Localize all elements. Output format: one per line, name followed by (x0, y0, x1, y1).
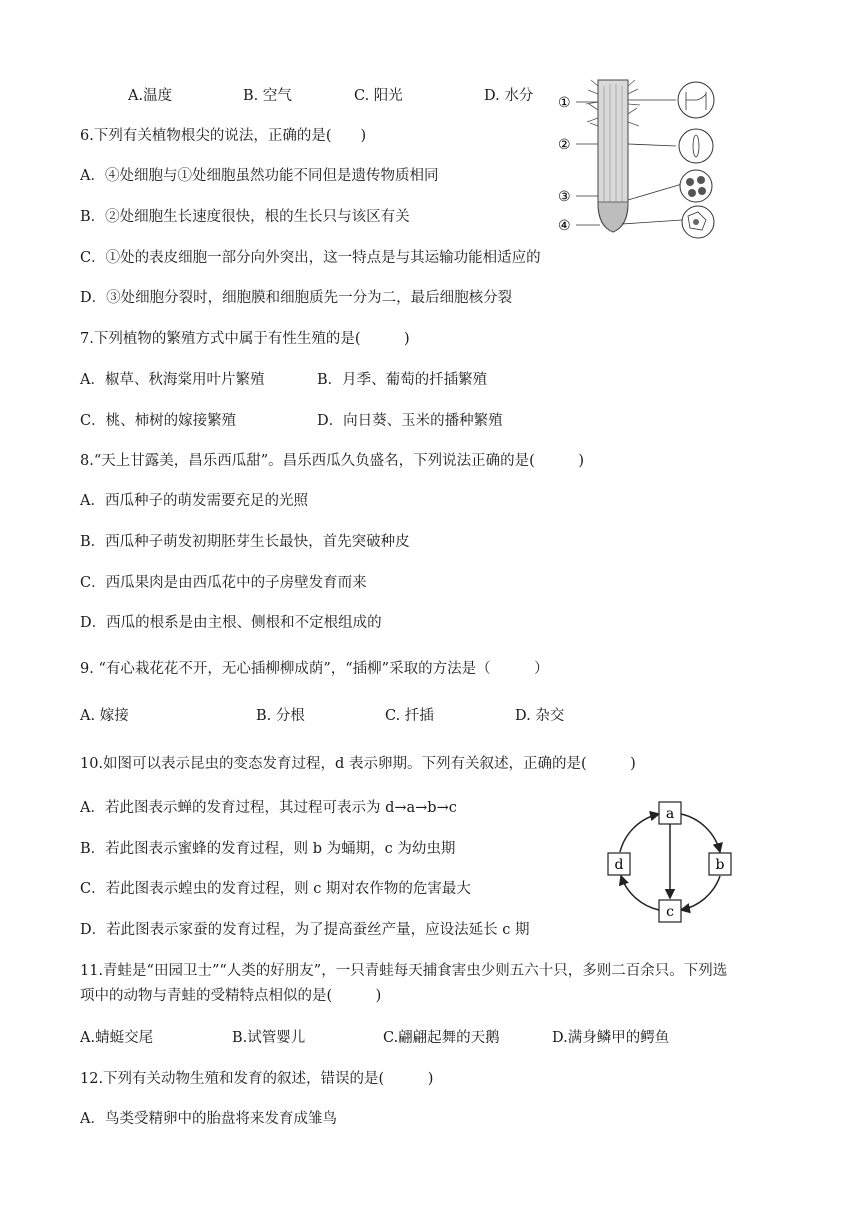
q11-stem-line1: 11.青蛙是“田园卫士”“人类的好朋友”，一只青蛙每天捕食害虫少则五六十只，多则二百余只。下列选 (80, 963, 728, 979)
q7-option-b: B．月季、葡萄的扦插繁殖 (317, 372, 488, 388)
q7-option-c: C．桃、柿树的嫁接繁殖 (80, 413, 237, 429)
cycle-label-b: b (715, 857, 725, 873)
q6-option-d: D．③处细胞分裂时，细胞膜和细胞质先一分为二，最后细胞核分裂 (80, 290, 513, 306)
cycle-label-a: a (665, 806, 675, 822)
insect-cycle-diagram (600, 794, 740, 924)
root-label-1: ① (558, 95, 571, 111)
q5-option-b: B. 空气 (243, 88, 292, 104)
q9-option-a: A. 嫁接 (80, 708, 129, 724)
arc-b-to-c (681, 876, 720, 910)
q6-option-b: B．②处细胞生长速度很快，根的生长只与该区有关 (80, 209, 410, 225)
q12-option-a: A．鸟类受精卵中的胎盘将来发育成雏鸟 (80, 1111, 337, 1127)
q5-option-d: D. 水分 (484, 88, 534, 104)
arc-c-to-d (621, 876, 659, 910)
q10-option-c: C．若此图表示蝗虫的发育过程，则 c 期对农作物的危害最大 (80, 881, 471, 897)
q10-option-a: A．若此图表示蝉的发育过程，其过程可表示为 d→a→b→c (80, 800, 457, 816)
root-label-3: ③ (558, 189, 571, 205)
q9-option-c: C. 扦插 (385, 708, 434, 724)
q9-option-d: D. 杂交 (515, 708, 565, 724)
q11-option-d: D.满身鳞甲的鳄鱼 (552, 1030, 670, 1046)
q6-option-a: A．④处细胞与①处细胞虽然功能不同但是遗传物质相同 (80, 168, 439, 184)
q11-option-a: A.蜻蜓交尾 (80, 1030, 154, 1046)
q9-option-b: B. 分根 (256, 708, 305, 724)
q6-stem: 6.下列有关植物根尖的说法，正确的是( ) (80, 128, 367, 144)
q5-option-a: A.温度 (128, 88, 173, 104)
q12-stem: 12.下列有关动物生殖和发育的叙述，错误的是( ) (80, 1071, 434, 1087)
q8-option-b: B．西瓜种子萌发初期胚芽生长最快，首先突破种皮 (80, 534, 410, 550)
q10-option-d: D．若此图表示家蚕的发育过程，为了提高蚕丝产量，应设法延长 c 期 (80, 922, 530, 938)
q8-stem: 8.“天上甘露美，昌乐西瓜甜”。昌乐西瓜久负盛名，下列说法正确的是( ) (80, 453, 584, 469)
q10-stem: 10.如图可以表示昆虫的变态发育过程，d 表示卵期。下列有关叙述，正确的是( ) (80, 756, 636, 772)
cycle-label-c: c (666, 904, 674, 920)
q11-option-c: C.翩翩起舞的天鹅 (383, 1030, 500, 1046)
arc-d-to-a (620, 814, 659, 852)
magnified-cell-2 (679, 129, 713, 163)
q11-option-b: B.试管婴儿 (232, 1030, 306, 1046)
root-label-4: ④ (558, 218, 571, 234)
q7-stem: 7.下列植物的繁殖方式中属于有性生殖的是( ) (80, 331, 410, 347)
root-label-2: ② (558, 137, 571, 153)
root-tip-figure (556, 74, 736, 244)
q8-option-c: C．西瓜果肉是由西瓜花中的子房壁发育而来 (80, 575, 367, 591)
q11-stem-line2: 项中的动物与青蛙的受精特点相似的是( ) (80, 988, 382, 1004)
q6-option-c: C．①处的表皮细胞一部分向外突出，这一特点是与其运输功能相适应的 (80, 250, 541, 266)
q7-option-d: D．向日葵、玉米的播种繁殖 (317, 413, 503, 429)
q9-stem: 9. “有心栽花花不开，无心插柳柳成荫”，“插柳”采取的方法是（ ） (80, 661, 549, 677)
q5-option-c: C. 阳光 (354, 88, 403, 104)
arc-a-to-b (681, 814, 720, 852)
magnified-cell-1 (678, 82, 714, 118)
q8-option-a: A．西瓜种子的萌发需要充足的光照 (80, 493, 308, 509)
cycle-label-d: d (614, 857, 624, 873)
q8-option-d: D．西瓜的根系是由主根、侧根和不定根组成的 (80, 615, 382, 631)
magnified-cell-3 (680, 170, 712, 202)
magnified-cell-4 (682, 206, 714, 238)
q10-option-b: B．若此图表示蜜蜂的发育过程，则 b 为蛹期，c 为幼虫期 (80, 841, 456, 857)
q7-option-a: A．椒草、秋海棠用叶片繁殖 (80, 372, 265, 388)
